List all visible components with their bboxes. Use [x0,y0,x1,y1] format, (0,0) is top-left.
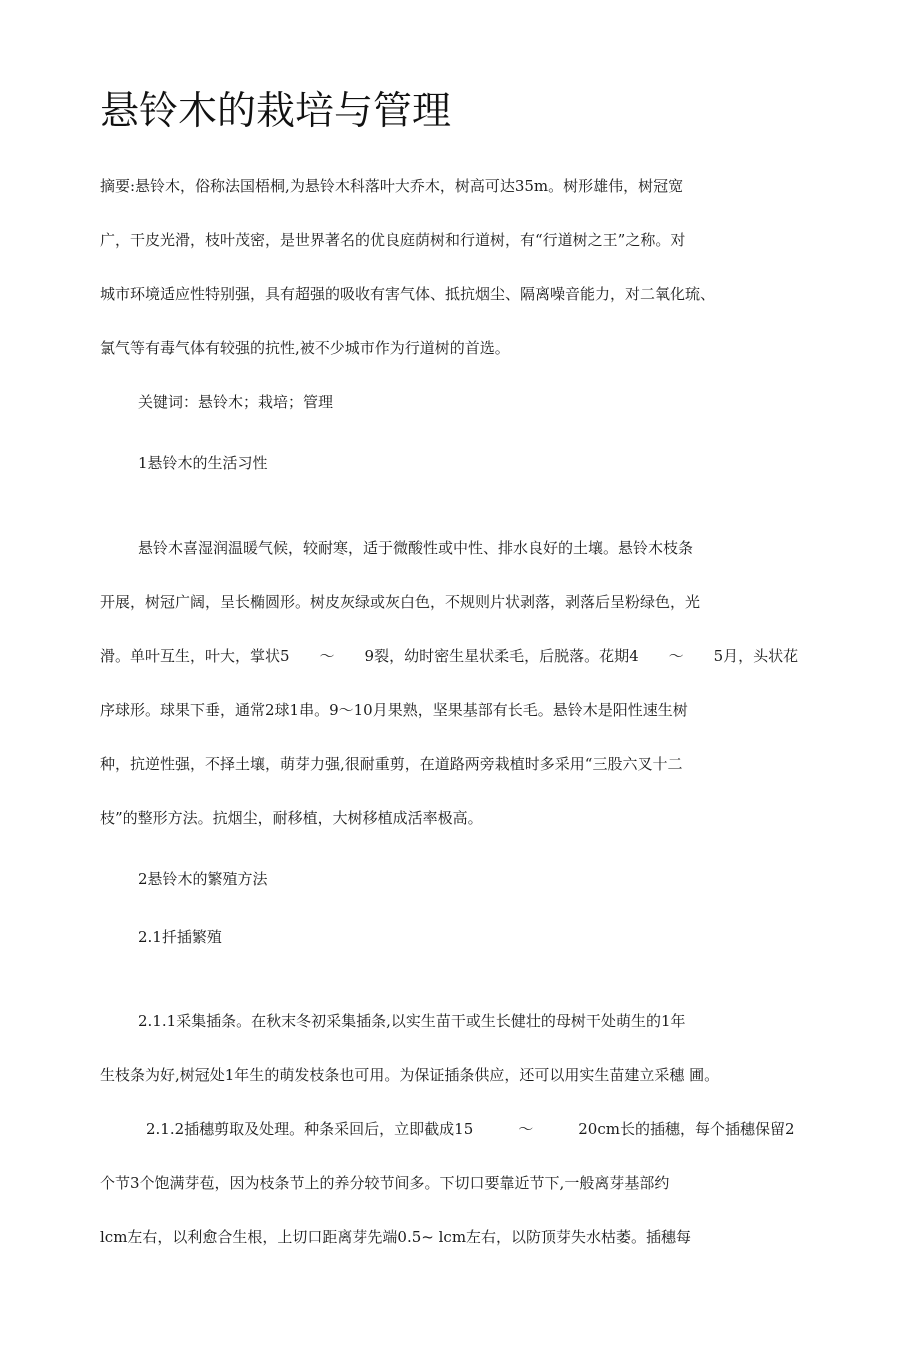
section-2-heading: 2悬铃木的繁殖方法 [138,870,268,888]
section-1-line-4: 序球形。球果下垂，通常2球1串。9～10月果熟，坚果基部有长毛。悬铃木是阳性速生树 [100,701,688,719]
abstract-line-1: 摘要:悬铃木，俗称法国梧桐,为悬铃木科落叶大乔木，树高可达35m。树形雄伟，树冠宽 [100,177,684,195]
abstract-line-3: 城市环境适应性特别强，具有超强的吸收有害气体、抵抗烟尘、隔离噪音能力，对二氧化琉、 [100,285,716,303]
section-1-line-1: 悬铃木喜湿润温暖气候，较耐寒，适于微酸性或中性、排水良好的土壤。悬铃木枝条 [138,539,694,557]
section-2-1-2-line-2: 个节3个饱满芽苞，因为枝条节上的养分较节间多。下切口要靠近节下,一般离芽基部约 [100,1174,670,1192]
section-1-heading: 1悬铃木的生活习性 [138,454,268,472]
section-2-1-1-line-2: 生枝条为好,树冠处1年生的萌发枝条也可用。为保证插条供应，还可以用实生苗建立采穗 圃。 [100,1066,720,1084]
section-1-line-3: 滑。单叶互生，叶大，掌状5 ～ 9裂，幼时密生星状柔毛，后脱落。花期4 ～ 5月，头状花 [100,647,799,665]
section-2-1-2-line-3: lcm左右，以利愈合生根，上切口距离芽先端0.5~ lcm左右，以防顶芽失水枯萎。插穗每 [100,1228,692,1246]
abstract-line-2: 广，干皮光滑，枝叶茂密，是世界著名的优良庭荫树和行道树，有“行道树之王”之称。对 [100,231,686,249]
section-2-1-2-line-1: 2.1.2插穗剪取及处理。种条采回后，立即截成15 ～ 20cm长的插穗，每个插穗保留2 [146,1120,795,1138]
abstract-line-4: 氯气等有毒气体有较强的抗性,被不少城市作为行道树的首选。 [100,339,510,357]
keywords-line: 关键词：悬铃木；栽培；管理 [138,393,334,411]
section-1-line-2: 开展，树冠广阔，呈长椭圆形。树皮灰绿或灰白色，不规则片状剥落，剥落后呈粉绿色，光 [100,593,701,611]
section-1-line-6: 枝”的整形方法。抗烟尘，耐移植，大树移植成活率极高。 [100,809,483,827]
page-title: 悬铃木的栽培与管理 [100,89,452,134]
section-2-1-1-line-1: 2.1.1采集插条。在秋末冬初采集插条,以实生苗干或生长健壮的母树干处萌生的1年 [138,1012,686,1030]
section-1-line-5: 种，抗逆性强，不择土壤，萌芽力强,很耐重剪，在道路两旁栽植时多采用“三股六叉十二 [100,755,683,773]
section-2-1-heading: 2.1扦插繁殖 [138,928,222,946]
